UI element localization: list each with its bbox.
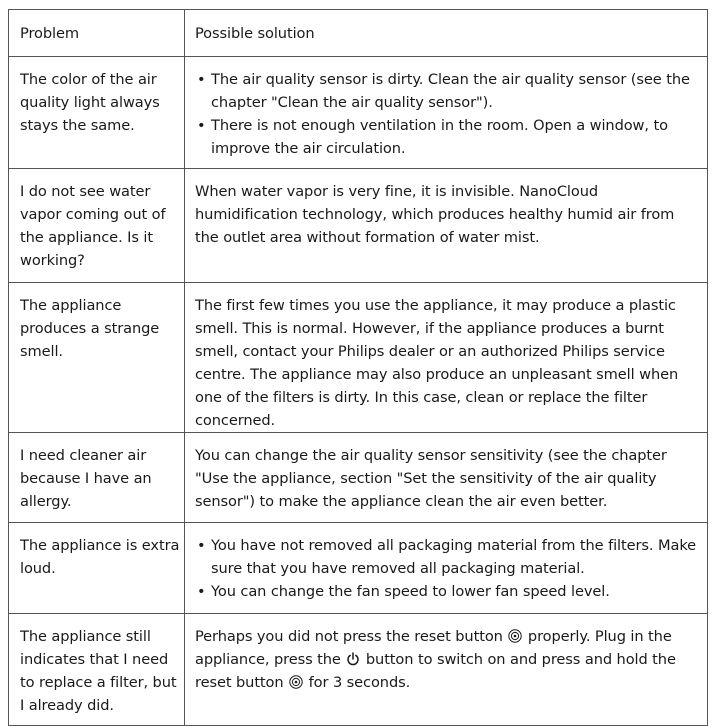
table-row (9, 283, 708, 433)
solution-text: When water vapor is very fine, it is invisible. NanoCloud humidification technology, which produces healthy humid air from the outlet area without formation of water mist. (195, 183, 675, 246)
problem-text: I do not see water vapor coming out of the appliance. Is it working? (20, 183, 166, 269)
problem-text: I need cleaner air because I have an allergy. (20, 447, 152, 510)
problem-text: The color of the air quality light always stays the same. (20, 71, 160, 134)
solution-cell (185, 433, 708, 523)
header-problem-label: Problem (20, 25, 79, 42)
power-icon (346, 652, 360, 666)
solution-cell (185, 614, 708, 726)
problem-cell (9, 283, 185, 433)
list-item: • You can change the fan speed to lower fan speed level. (195, 580, 699, 603)
problem-cell (9, 433, 185, 523)
solution-part: Perhaps you did not press the reset button (195, 628, 503, 645)
reset-icon (508, 629, 522, 643)
problem-text: The appliance is extra loud. (20, 537, 180, 577)
solution-cell (185, 283, 708, 433)
problem-cell (9, 614, 185, 726)
solution-part: button to switch on and press and hold the reset button (195, 651, 676, 691)
problem-cell (9, 57, 185, 169)
table-row (9, 614, 708, 726)
solution-text (185, 614, 707, 694)
solution-cell (185, 57, 708, 169)
problem-cell (9, 523, 185, 614)
solution-list (195, 68, 699, 160)
solution-text: The first few times you use the appliance, it may produce a plastic smell. This is normal. However, if the appliance produces a burnt smell, contact your Philips dealer or an authorized Philips service centre. The appliance may also produce an unpleasant smell when one of the filters is dirty. In this case, clean or replace the filter concerned. (195, 297, 679, 429)
table-row (9, 169, 708, 283)
solution-part: for 3 seconds. (308, 674, 411, 691)
solution-cell (185, 523, 708, 614)
problem-text: The appliance produces a strange smell. (20, 297, 160, 360)
solution-cell (185, 169, 708, 283)
header-problem (9, 10, 185, 57)
solution-list (195, 534, 699, 603)
table-row (9, 433, 708, 523)
list-item: • There is not enough ventilation in the room. Open a window, to improve the air circulation. (195, 114, 699, 160)
header-solution-label: Possible solution (195, 25, 315, 42)
reset-icon (289, 675, 303, 689)
problem-cell (9, 169, 185, 283)
list-item: • The air quality sensor is dirty. Clean the air quality sensor (see the chapter "Clean the air quality sensor"). (195, 68, 699, 114)
troubleshooting-table (8, 9, 708, 726)
table-row (9, 57, 708, 169)
list-item: • You have not removed all packaging material from the filters. Make sure that you have removed all packaging material. (195, 534, 699, 580)
table-header-row (9, 10, 708, 57)
table-row (9, 523, 708, 614)
header-solution (185, 10, 708, 57)
problem-text: The appliance still indicates that I need to replace a filter, but I already did. (20, 628, 177, 714)
solution-text: You can change the air quality sensor sensitivity (see the chapter "Use the appliance, section "Set the sensitivity of the air quality sensor") to make the appliance clean the air even better. (195, 447, 667, 510)
solution-part: properly. Plug in the appliance, press the (195, 628, 672, 668)
